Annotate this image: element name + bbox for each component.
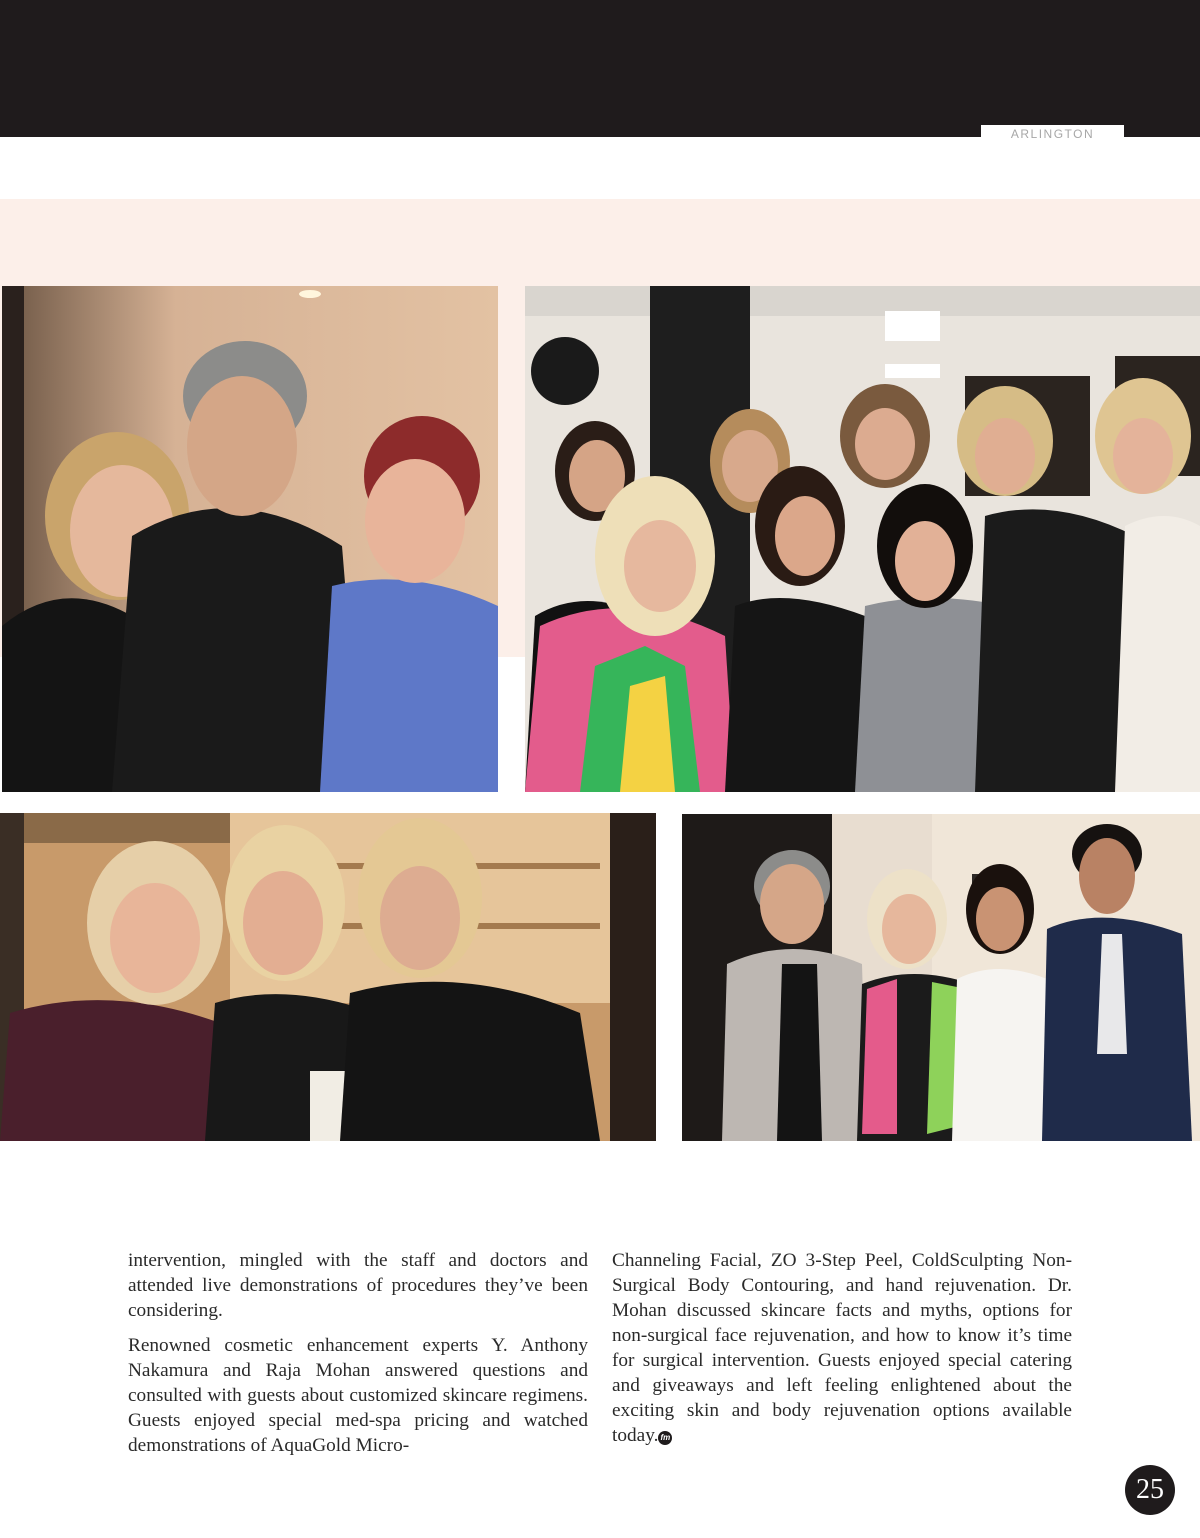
article-paragraph: intervention, mingled with the staff and doctors and attended live demonstrations of procedures they’ve been considering. bbox=[128, 1250, 588, 1321]
top-banner bbox=[0, 0, 1200, 137]
section-label: ARLINGTON bbox=[981, 125, 1124, 143]
article-paragraph bbox=[612, 1248, 1072, 1448]
end-mark-icon: fm bbox=[658, 1431, 672, 1445]
group-photo-4 bbox=[682, 814, 1200, 1141]
group-photo-2 bbox=[525, 286, 1200, 792]
group-photo-1 bbox=[2, 286, 498, 792]
article-paragraph-text: Channeling Facial, ZO 3-Step Peel, ColdSculpting Non-Surgical Body Contouring, and hand rejuvenation. Dr. Mohan discussed skincare facts and myths, options for non-surgical face rejuvenation, and how to know it’s time for surgical intervention. Guests enjoyed special catering and giveaways and left feeling enlightened about the exciting skin and body rejuvenation options available today. bbox=[612, 1250, 1072, 1446]
group-photo-3 bbox=[0, 813, 656, 1141]
article-column-left bbox=[128, 1248, 588, 1468]
article-paragraph: Renowned cosmetic enhancement experts Y. Anthony Nakamura and Raja Mohan answered questions and consulted with guests about customized skincare regimens. Guests enjoyed special med-spa pricing and watched demonstrations of AquaGold Micro- bbox=[128, 1335, 588, 1456]
page-number: 25 bbox=[1125, 1465, 1175, 1515]
article-column-right bbox=[612, 1248, 1072, 1458]
